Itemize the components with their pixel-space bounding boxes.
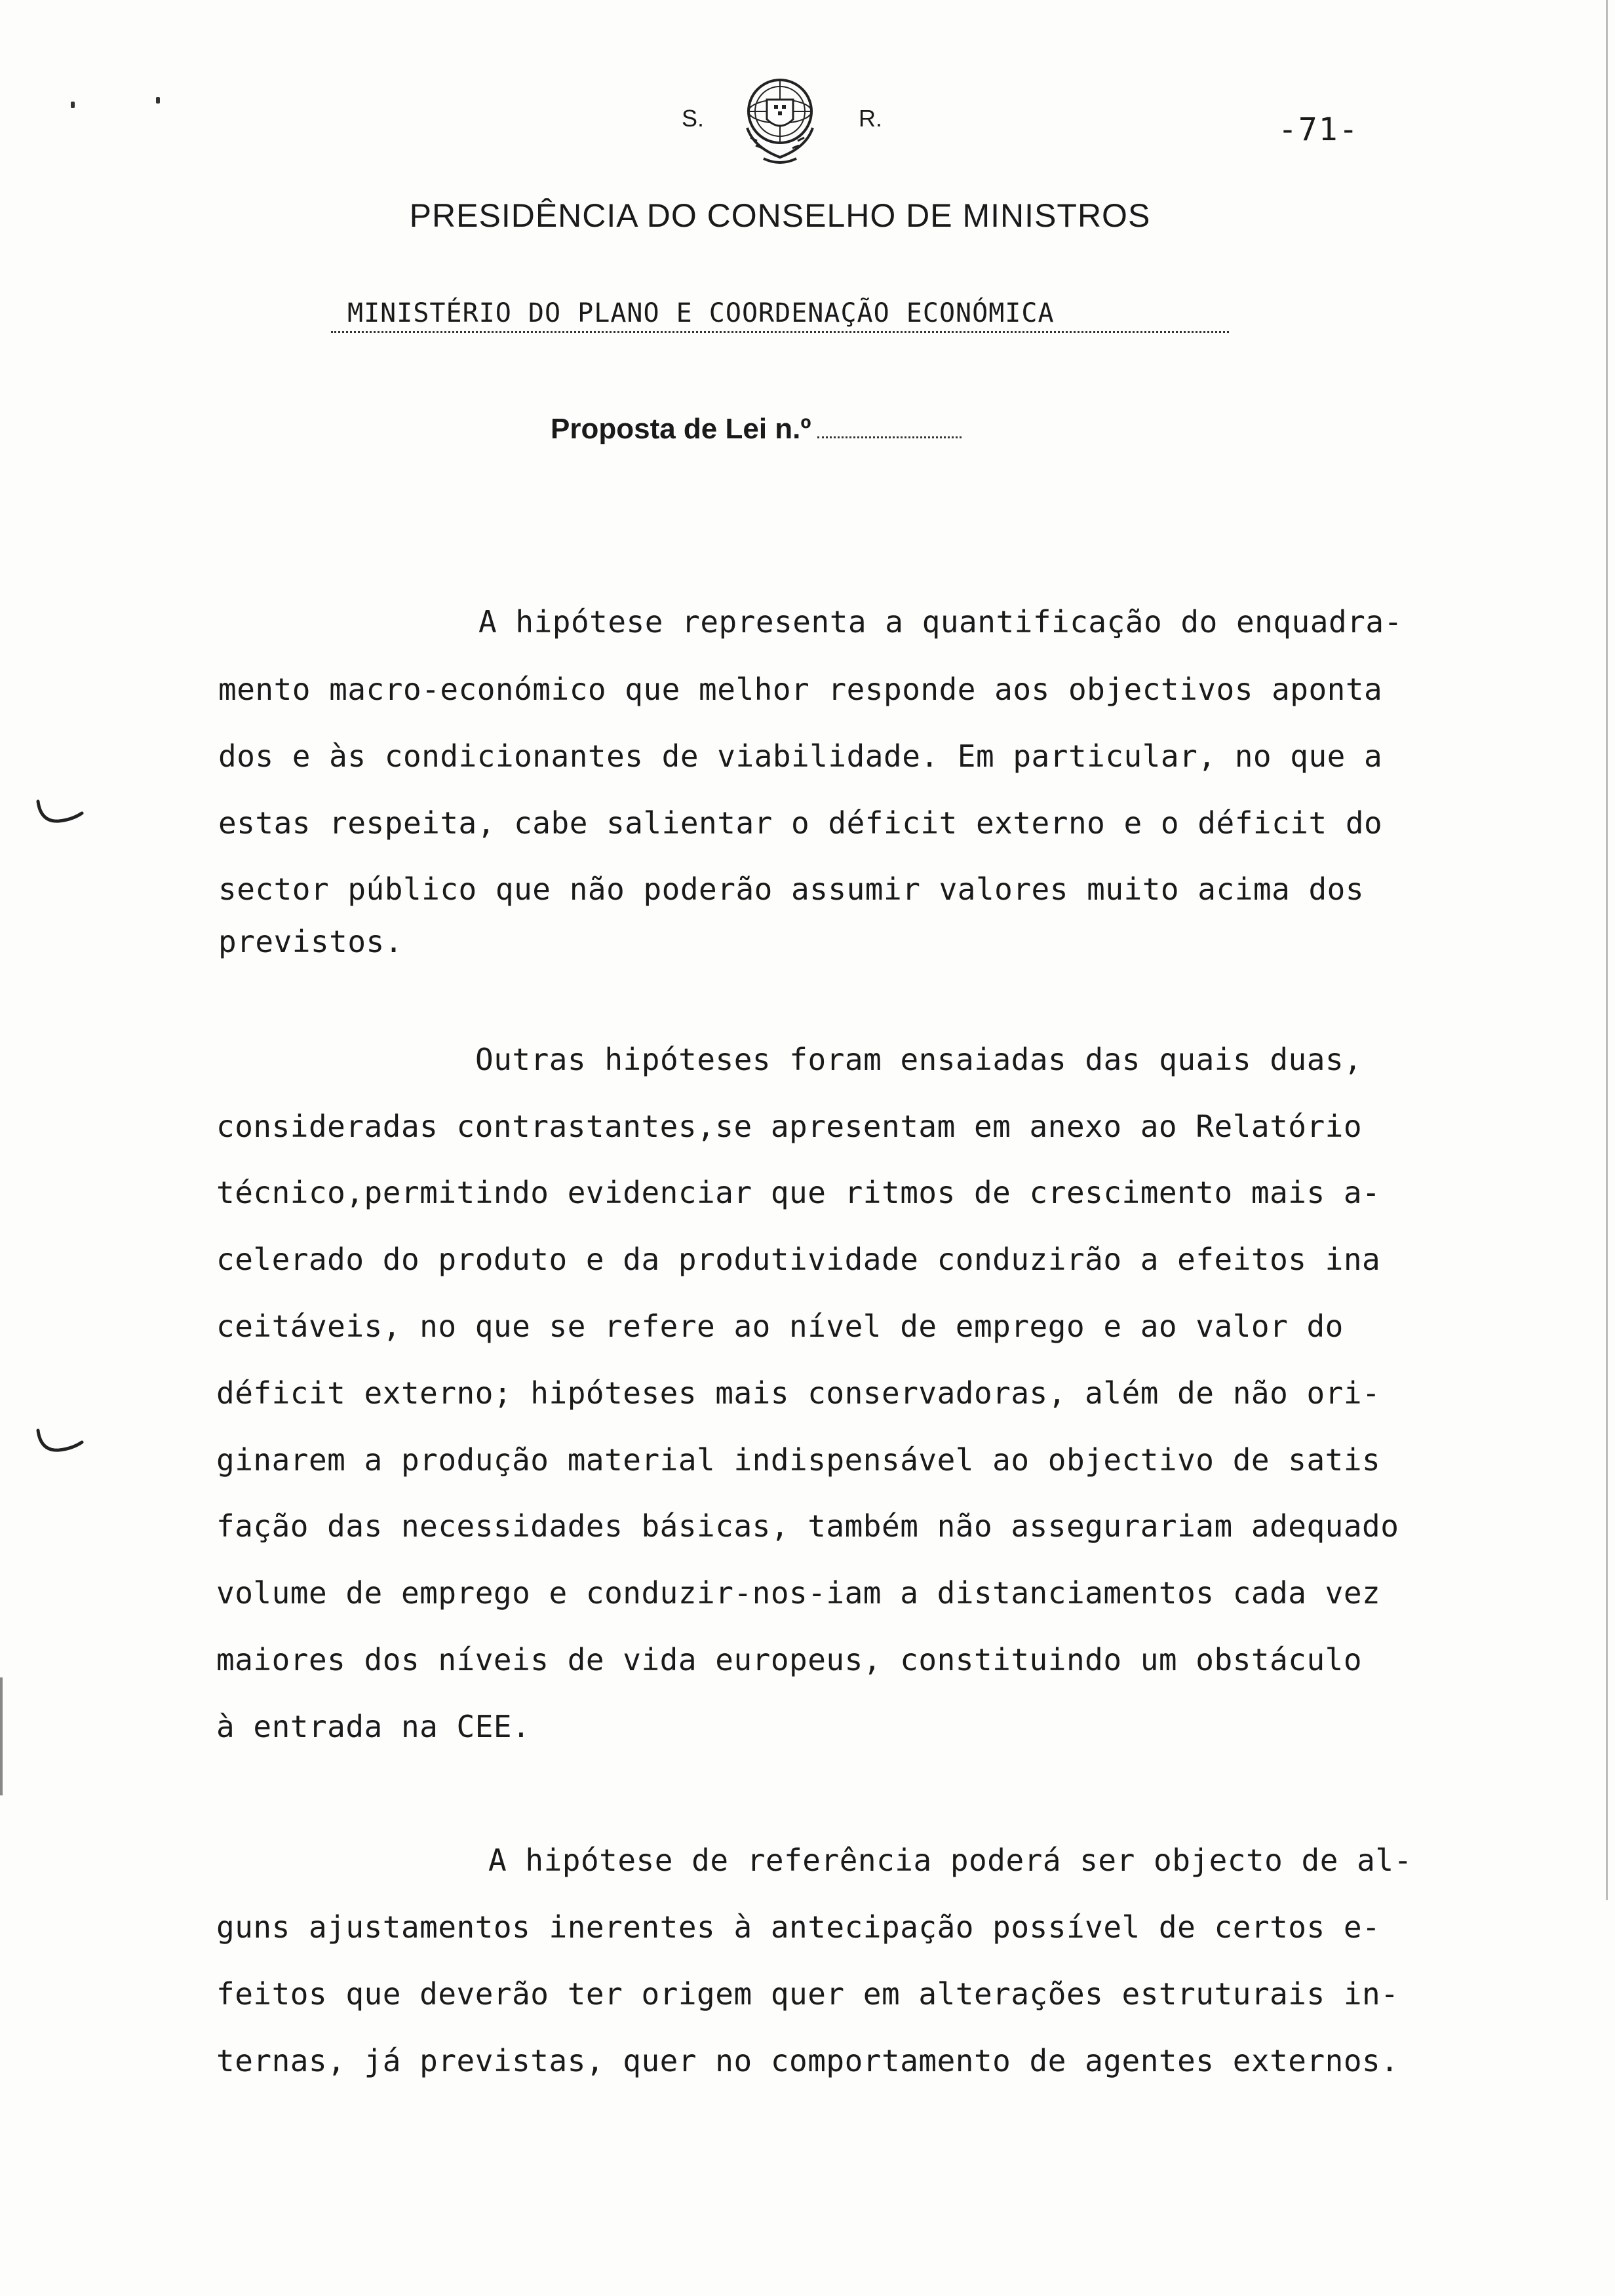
- ministry-heading: [331, 298, 1229, 333]
- scan-edge-line: [1606, 0, 1608, 1900]
- body-line: previstos.: [218, 924, 403, 959]
- body-line: ceitáveis, no que se refere ao nível de emprego e ao valor do: [216, 1309, 1344, 1344]
- page-number: -71-: [1278, 111, 1359, 148]
- scan-speck: [156, 97, 160, 104]
- body-line: Outras hipóteses foram ensaiadas das quais duas,: [475, 1042, 1363, 1077]
- punch-hole-mark-icon: [33, 1425, 85, 1458]
- body-line: volume de emprego e conduzir-nos-iam a distanciamentos cada vez: [216, 1575, 1381, 1611]
- body-line: A hipótese de referência poderá ser objecto de al-: [488, 1843, 1412, 1878]
- scan-speck: [71, 102, 75, 108]
- body-line: déficit externo; hipóteses mais conservadoras, além de não ori-: [216, 1375, 1381, 1411]
- ministry-heading-text: MINISTÉRIO DO PLANO E COORDENAÇÃO ECONÓMICA: [347, 298, 1055, 328]
- institution-heading: PRESIDÊNCIA DO CONSELHO DE MINISTROS: [409, 197, 1151, 234]
- body-line: técnico,permitindo evidenciar que ritmos de crescimento mais a-: [216, 1175, 1381, 1210]
- proposal-label: Proposta de Lei n.º: [551, 413, 811, 445]
- body-line: fação das necessidades básicas, também não assegurariam adequado: [216, 1508, 1399, 1544]
- body-line: sector público que não poderão assumir valores muito acima dos: [218, 871, 1365, 907]
- sr-right-letter: R.: [859, 105, 882, 132]
- body-line: ginarem a produção material indispensável ao objectivo de satis: [216, 1442, 1381, 1478]
- body-line: consideradas contrastantes,se apresentam em anexo ao Relatório: [216, 1109, 1363, 1144]
- body-line: maiores dos níveis de vida europeus, constituindo um obstáculo: [216, 1642, 1363, 1677]
- body-line: dos e às condicionantes de viabilidade. Em particular, no que a: [218, 738, 1383, 774]
- body-line: feitos que deverão ter origem quer em alterações estruturais in-: [216, 1976, 1399, 2012]
- body-line: A hipótese representa a quantificação do enquadra-: [478, 604, 1403, 640]
- body-line: ternas, já previstas, quer no comportamento de agentes externos.: [216, 2043, 1399, 2078]
- sr-left-letter: S.: [682, 105, 705, 132]
- body-line: estas respeita, cabe salientar o déficit externo e o déficit do: [218, 805, 1383, 841]
- body-line: à entrada na CEE.: [216, 1709, 531, 1744]
- body-line: celerado do produto e da produtividade conduzirão a efeitos ina: [216, 1242, 1381, 1277]
- body-line: mento macro-económico que melhor responde aos objectivos aponta: [218, 672, 1383, 707]
- scan-edge-line: [0, 1677, 3, 1795]
- proposal-line: [551, 413, 962, 446]
- body-line: guns ajustamentos inerentes à antecipação possível de certos e-: [216, 1909, 1381, 1945]
- coat-of-arms-seal-icon: [731, 66, 829, 177]
- proposal-number-blank: [817, 436, 962, 438]
- punch-hole-mark-icon: [33, 796, 85, 829]
